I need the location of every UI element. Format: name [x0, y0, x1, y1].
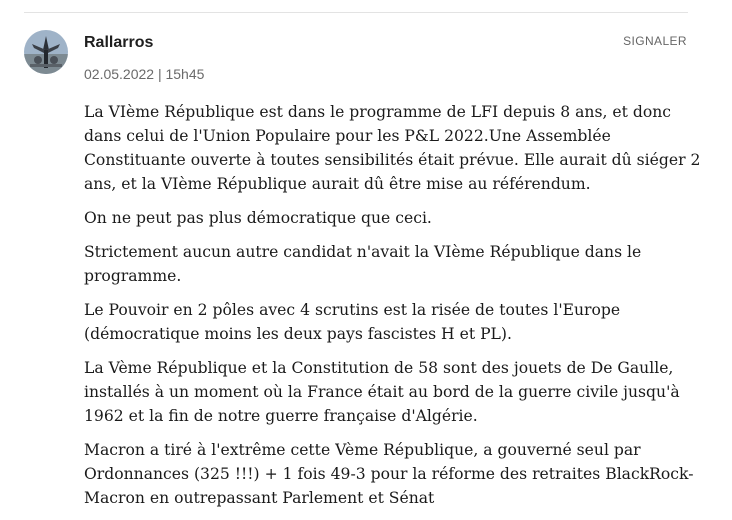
avatar-image — [24, 30, 68, 74]
comment-body — [84, 100, 704, 520]
avatar[interactable] — [24, 30, 68, 74]
comment-paragraph: Macron a tiré à l'extrême cette Vème République, a gouverné seul par Ordonnances (325 !!!) + 1 fois 49-3 pour la réforme des retraites BlackRock-Macron en outrepassant Parlement et Sénat — [84, 441, 694, 507]
comment-paragraph: La VIème République est dans le programme de LFI depuis 8 ans, et donc dans celui de l'Union Populaire pour les P&L 2022.Une Assemblée Constituante ouverte à toutes sensibilités était prévue. Elle aurait dû siéger 2 ans, et la VIème République aurait dû être mise au référendum. — [84, 103, 701, 193]
author-name[interactable]: Rallarros — [84, 34, 154, 51]
comment-paragraph: Strictement aucun autre candidat n'avait la VIème République dans le programme. — [84, 243, 642, 285]
comment-date: 02.05.2022 | 15h45 — [84, 66, 205, 82]
top-divider — [24, 12, 688, 13]
report-button[interactable]: SIGNALER — [623, 34, 687, 48]
comment-paragraph: Le Pouvoir en 2 pôles avec 4 scrutins est la risée de toutes l'Europe (démocratique moins les deux pays fascistes H et PL). — [84, 301, 621, 343]
comment-paragraph: La Vème République et la Constitution de 58 sont des jouets de De Gaulle, installés à un moment où la France était au bord de la guerre civile jusqu'à 1962 et la fin de notre guerre française d'Algérie. — [84, 359, 680, 425]
comment-paragraph: On ne peut pas plus démocratique que ceci. — [84, 209, 432, 227]
